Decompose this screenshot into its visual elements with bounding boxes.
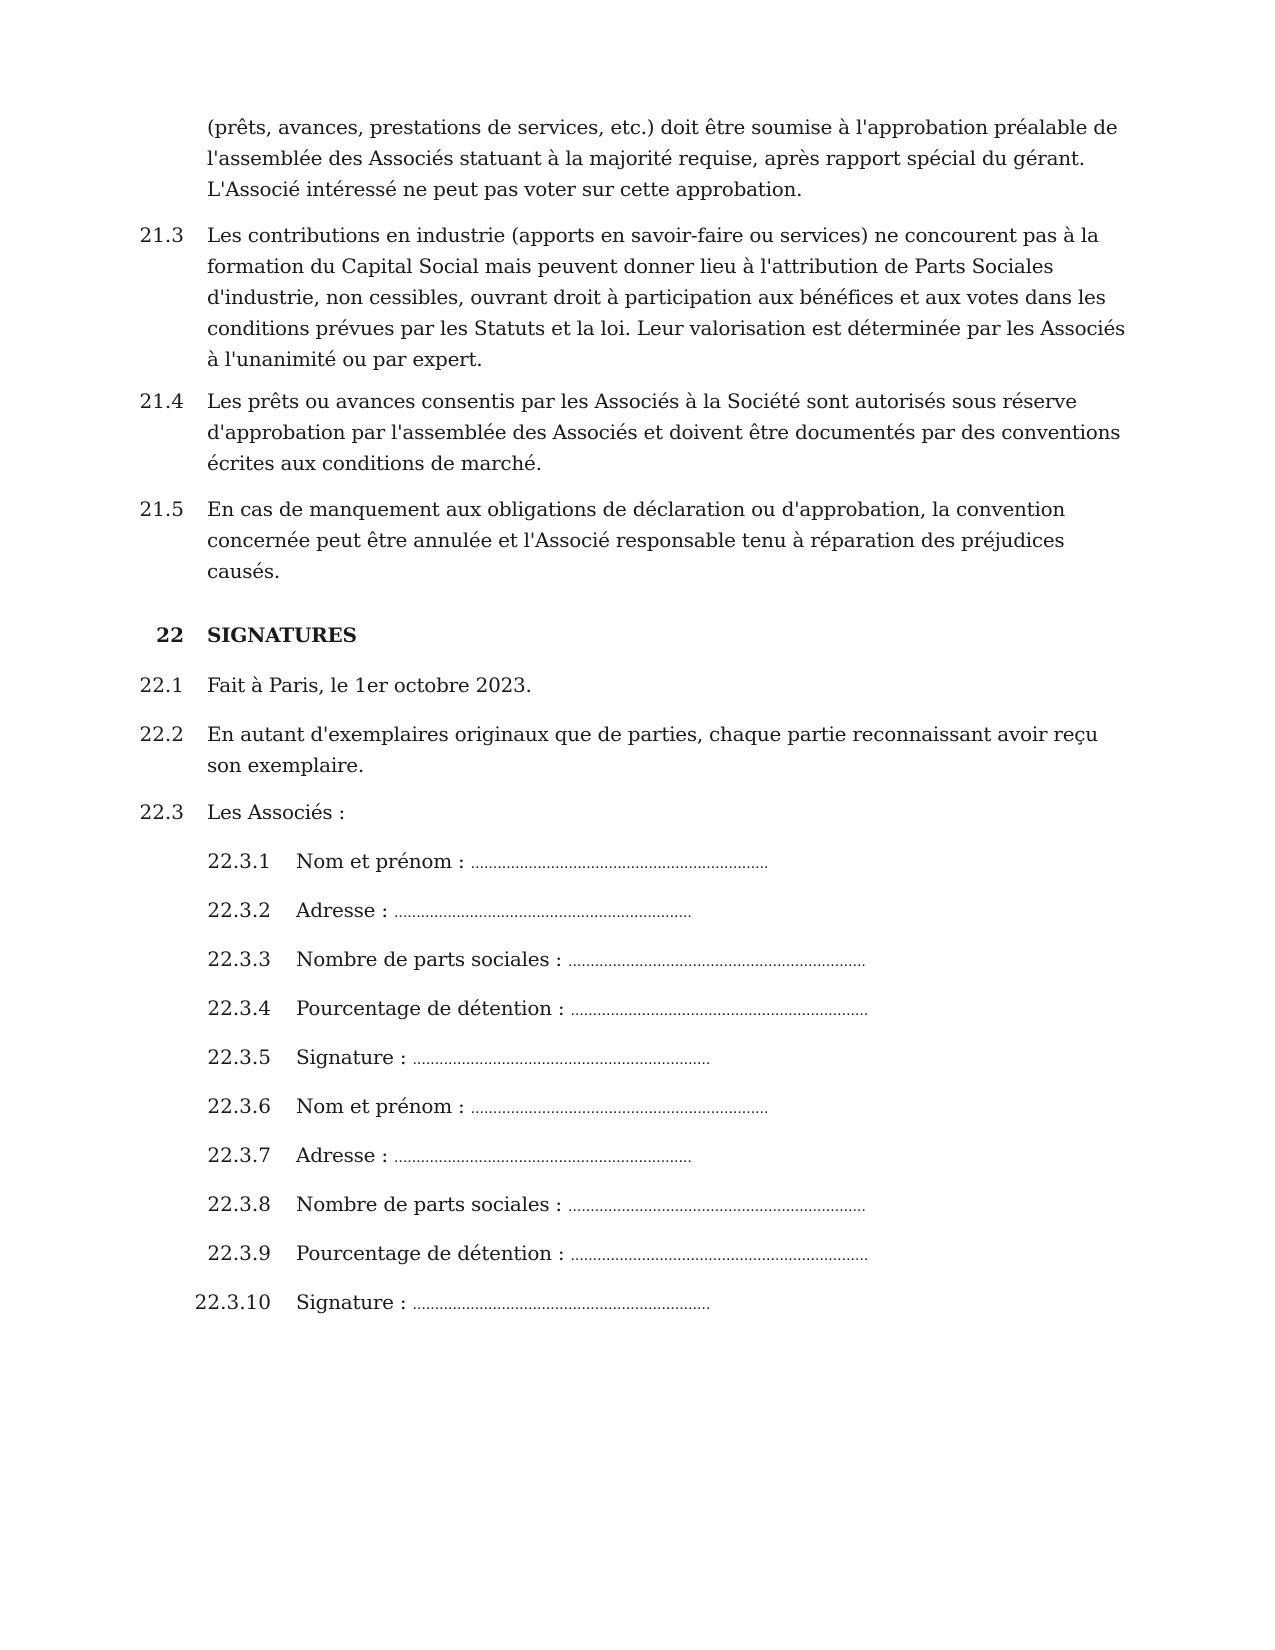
clause-number: 22.1 <box>139 673 184 697</box>
field-label: Signature : <box>296 1290 413 1314</box>
field-number: 22.3.9 <box>207 1241 271 1265</box>
blank-line: ................................................................... <box>568 953 866 970</box>
field-label: Signature : <box>296 1045 413 1069</box>
blank-line: ................................................................... <box>393 1149 692 1166</box>
field-line <box>296 1287 1116 1320</box>
field-label: Adresse : <box>296 1143 394 1167</box>
clause-number: 22.3 <box>139 800 184 824</box>
clause-text: En cas de manquement aux obligations de déclaration ou d'approbation, la convention concernée peut être annulée et l'Associé responsable tenu à réparation des préjudices causés. <box>207 497 1066 583</box>
field-number: 22.3.7 <box>207 1143 271 1167</box>
field-label: Pourcentage de détention : <box>296 1241 571 1265</box>
field-label: Pourcentage de détention : <box>296 996 571 1020</box>
field-number: 22.3.2 <box>207 898 271 922</box>
clause-number: 21.4 <box>139 389 184 413</box>
blank-line: ................................................................... <box>568 1198 866 1215</box>
clause-number: 21.3 <box>139 223 184 247</box>
clause-text: Fait à Paris, le 1er octobre 2023. <box>207 673 532 697</box>
field-label: Nombre de parts sociales : <box>296 1192 569 1216</box>
field-line <box>296 1042 1116 1075</box>
blank-line: ................................................................... <box>412 1051 711 1068</box>
blank-line: ................................................................... <box>570 1247 869 1264</box>
field-number: 22.3.6 <box>207 1094 271 1118</box>
blank-line: ................................................................... <box>412 1296 711 1313</box>
field-number: 22.3.1 <box>207 849 271 873</box>
field-number: 22.3.8 <box>207 1192 271 1216</box>
field-label: Adresse : <box>296 898 394 922</box>
field-line <box>296 944 1116 977</box>
blank-line: ................................................................... <box>470 855 769 872</box>
clause-text: Les prêts ou avances consentis par les Associés à la Société sont autorisés sous réserve d'approbation par l'assemblée des Associés et doivent être documentés par des conventions écrites aux conditions de marché. <box>207 389 1121 475</box>
field-label: Nombre de parts sociales : <box>296 947 569 971</box>
field-number: 22.3.3 <box>207 947 271 971</box>
clause-number: 21.5 <box>139 497 184 521</box>
clause-text: Les contributions en industrie (apports en savoir-faire ou services) ne concourent pas à la formation du Capital Social mais peuvent donner lieu à l'attribution de Parts Sociales d'industrie, non cessibles, ouvrant droit à participation aux bénéfices et aux votes dans les conditions prévues par les Statuts et la loi. Leur valorisation est déterminée par les Associés à l'unanimité ou par expert. <box>207 223 1126 371</box>
field-line <box>296 1091 1116 1124</box>
field-line <box>296 1238 1116 1271</box>
blank-line: ................................................................... <box>470 1100 769 1117</box>
clause-text: Les Associés : <box>207 800 346 824</box>
clause-text: En autant d'exemplaires originaux que de parties, chaque partie reconnaissant avoir reçu son exemplaire. <box>207 722 1098 777</box>
blank-line: ................................................................... <box>570 1002 869 1019</box>
field-line <box>296 895 1116 928</box>
field-line <box>296 1140 1116 1173</box>
clause-text: (prêts, avances, prestations de services, etc.) doit être soumise à l'approbation préalable de l'assemblée des Associés statuant à la majorité requise, après rapport spécial du gérant. L'Associé intéressé ne peut pas voter sur cette approbation. <box>207 115 1118 201</box>
clause-number: 22.2 <box>139 722 184 746</box>
field-number: 22.3.10 <box>194 1290 271 1314</box>
section-title: SIGNATURES <box>207 623 357 647</box>
field-number: 22.3.5 <box>207 1045 271 1069</box>
field-number: 22.3.4 <box>207 996 271 1020</box>
field-label: Nom et prénom : <box>296 849 471 873</box>
field-line <box>296 993 1116 1026</box>
field-line <box>296 1189 1116 1222</box>
field-label: Nom et prénom : <box>296 1094 471 1118</box>
field-line <box>296 846 1116 879</box>
blank-line: ................................................................... <box>393 904 692 921</box>
section-number: 22 <box>156 623 184 647</box>
